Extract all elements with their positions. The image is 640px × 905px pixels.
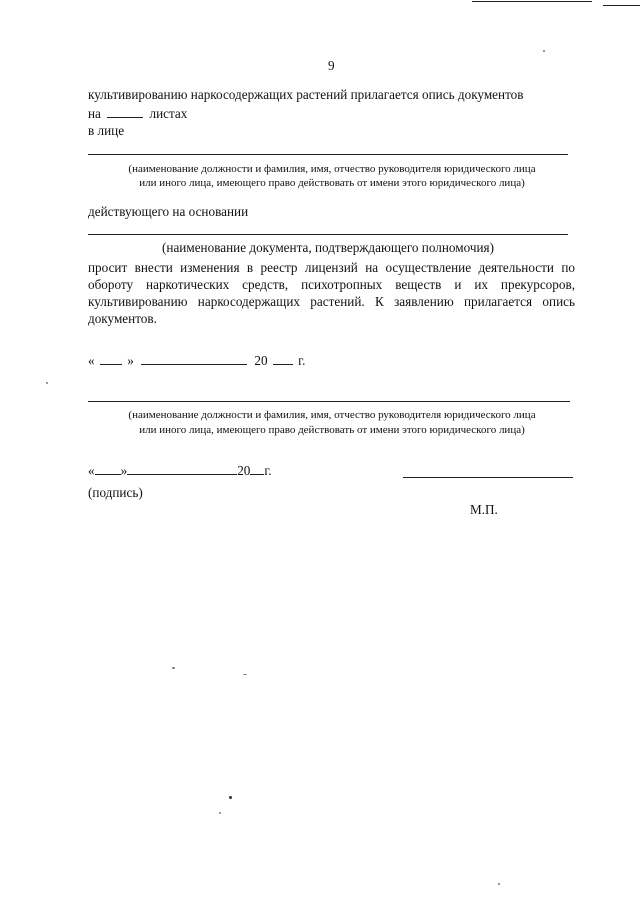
year-suffix-2: г.	[264, 463, 272, 478]
close-quote: »	[127, 353, 134, 368]
representative-caption-line2: или иного лица, имеющего право действовать от имени этого юридического лица)	[139, 177, 525, 189]
open-quote: «	[88, 353, 95, 368]
sheet-count-line	[88, 105, 187, 122]
scan-speck	[243, 674, 247, 675]
scan-speck	[46, 382, 48, 384]
scan-speck	[498, 883, 500, 885]
top-edge-line-right	[603, 5, 640, 6]
request-paragraph: просит внести изменения в реестр лицензий на осуществление деятельности по обороту наркотических средств, психотропных веществ и их прекурсоров, культивированию наркосодержащих растений. К заявлению прилагается опись документов.	[88, 260, 575, 326]
top-edge-line	[472, 1, 592, 2]
scan-speck	[543, 50, 545, 52]
year-prefix-2: 20	[237, 463, 251, 478]
signature-line	[403, 477, 573, 478]
date-line-1	[88, 352, 305, 369]
year-blank	[273, 352, 293, 365]
month-blank	[141, 352, 247, 365]
day-blank-2	[95, 462, 121, 475]
month-blank-2	[127, 462, 237, 475]
open-quote-2: «	[88, 463, 95, 478]
na-label: на	[88, 106, 101, 121]
basis-label: действующего на основании	[88, 204, 249, 219]
year-blank-2	[250, 462, 264, 475]
scan-speck	[219, 812, 221, 814]
stamp-label: М.П.	[470, 502, 498, 517]
scan-speck	[229, 796, 232, 799]
basis-document-line	[88, 234, 568, 235]
signer-caption-line2: или иного лица, имеющего право действовать от имени этого юридического лица)	[139, 424, 525, 436]
year-prefix: 20	[254, 353, 268, 368]
sheet-count-blank	[107, 105, 143, 118]
listah-label: листах	[149, 106, 188, 121]
close-quote-2: »	[120, 463, 128, 478]
signature-label: (подпись)	[88, 485, 143, 500]
signer-name-line	[88, 401, 570, 402]
v-lice-label: в лице	[88, 123, 125, 138]
representative-caption-line1: (наименование должности и фамилия, имя, отчество руководителя юридического лица	[128, 163, 536, 175]
page-number: 9	[328, 58, 335, 73]
signer-caption-line1: (наименование должности и фамилия, имя, отчество руководителя юридического лица	[128, 409, 536, 421]
scan-speck	[172, 667, 175, 669]
intro-line: культивированию наркосодержащих растений прилагается опись документов	[88, 87, 524, 102]
basis-document-caption: (наименование документа, подтверждающего полномочия)	[162, 240, 494, 255]
representative-name-line	[88, 154, 568, 155]
year-suffix: г.	[298, 353, 306, 368]
day-blank	[100, 352, 122, 365]
date-line-2	[88, 462, 272, 479]
